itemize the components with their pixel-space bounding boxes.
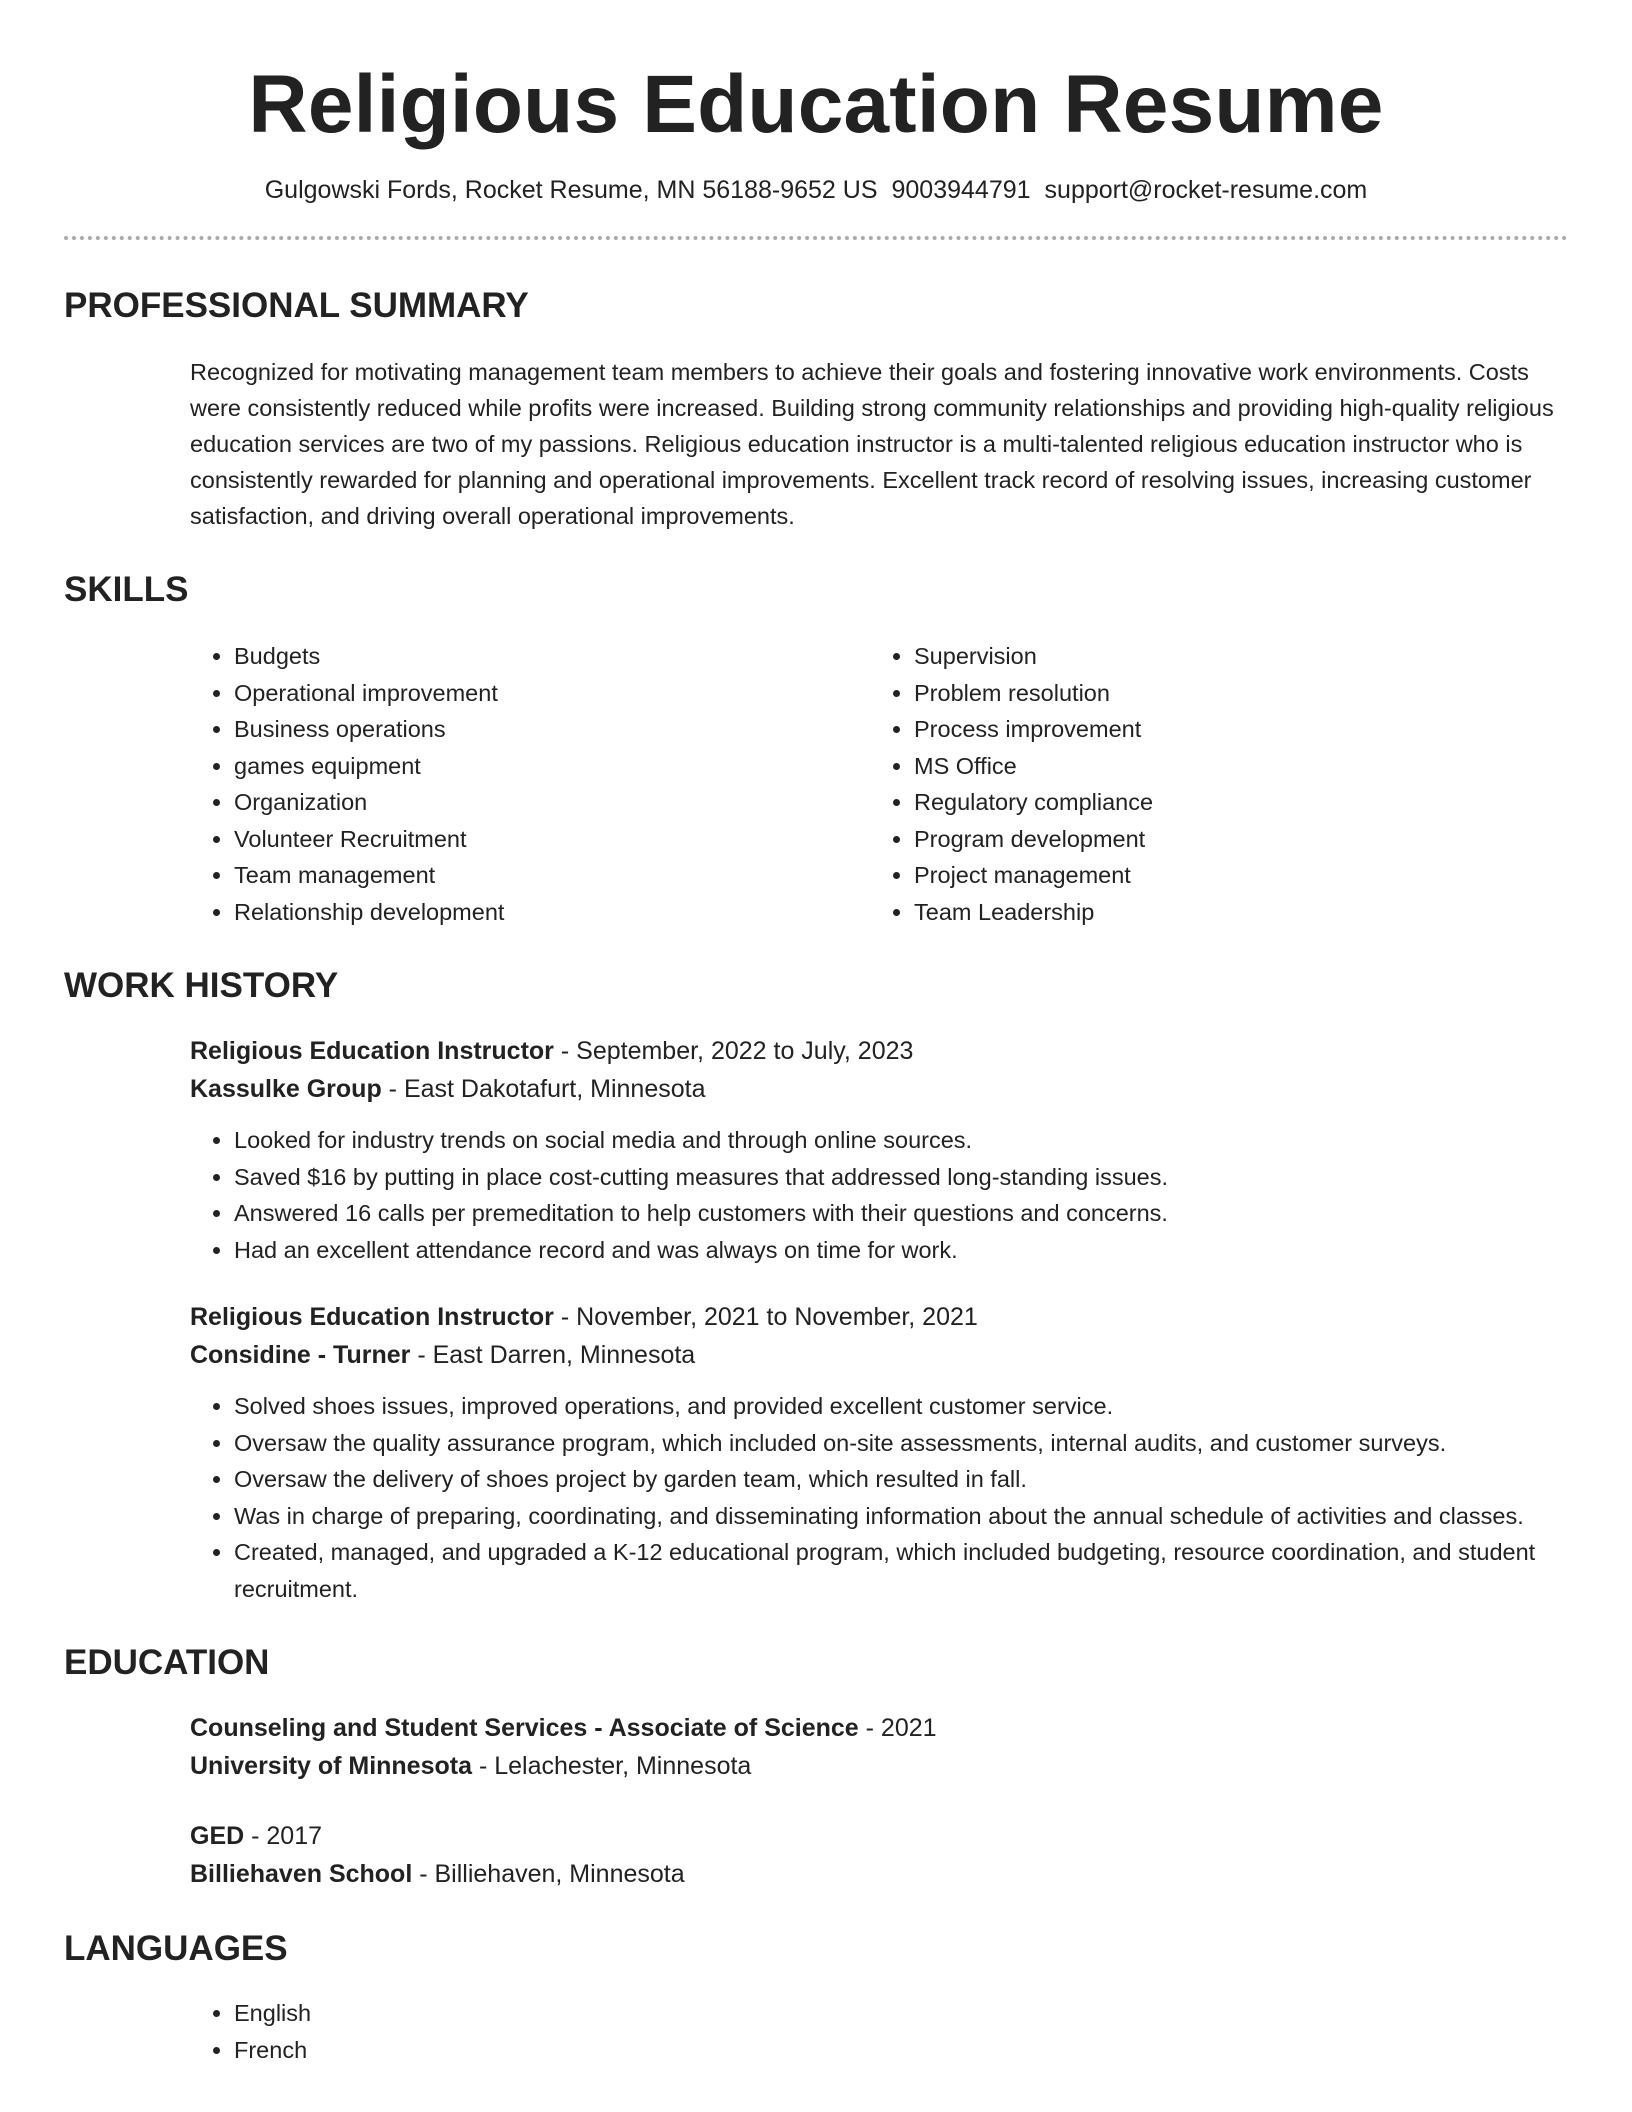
degree: Counseling and Student Services - Associate of Science bbox=[190, 1714, 859, 1743]
skills-section bbox=[64, 568, 1568, 930]
job-title-line bbox=[190, 1032, 1568, 1070]
separator: - bbox=[412, 1860, 435, 1889]
separator: - bbox=[381, 1075, 404, 1104]
job-title: Religious Education Instructor bbox=[190, 1037, 554, 1066]
job-dates: September, 2022 to July, 2023 bbox=[576, 1037, 914, 1066]
job-company-line bbox=[190, 1070, 1568, 1108]
skill-item: • Volunteer Recruitment bbox=[234, 821, 870, 858]
skill-item: • MS Office bbox=[914, 748, 1550, 785]
skill-item: • Business operations bbox=[234, 711, 870, 748]
degree: GED bbox=[190, 1822, 245, 1851]
job-company-line bbox=[190, 1336, 1568, 1374]
language-item: • English bbox=[234, 1995, 1568, 2032]
languages-heading: LANGUAGES bbox=[64, 1929, 288, 1969]
separator: - bbox=[858, 1714, 881, 1743]
school: University of Minnesota bbox=[190, 1752, 472, 1781]
contact-email[interactable]: support@rocket-resume.com bbox=[1044, 176, 1368, 205]
skills-left-column bbox=[190, 638, 870, 930]
job-company: Kassulke Group bbox=[190, 1075, 382, 1104]
languages-section bbox=[64, 1927, 1568, 2068]
job-bullet: • Was in charge of preparing, coordinating, and disseminating information about the annual schedule of activities and classes. bbox=[234, 1498, 1568, 1535]
contact-address: Gulgowski Fords, Rocket Resume, MN 56188-9652 US bbox=[264, 176, 878, 205]
school: Billiehaven School bbox=[190, 1860, 413, 1889]
school-location: Billiehaven, Minnesota bbox=[434, 1860, 685, 1889]
separator: - bbox=[553, 1037, 577, 1066]
job-title: Religious Education Instructor bbox=[190, 1303, 554, 1332]
education-section bbox=[64, 1641, 1568, 1893]
skill-item: • Budgets bbox=[234, 638, 870, 675]
job-bullet: • Created, managed, and upgraded a K-12 educational program, which included budgeting, resource coordination, and student recruitment. bbox=[234, 1534, 1568, 1607]
summary-heading: PROFESSIONAL SUMMARY bbox=[64, 286, 529, 326]
skill-item: • Problem resolution bbox=[914, 675, 1550, 712]
languages-list bbox=[64, 1995, 1568, 2068]
job-bullet: • Answered 16 calls per premeditation to help customers with their questions and concerns. bbox=[234, 1195, 1568, 1232]
skill-item: • Team management bbox=[234, 857, 870, 894]
skill-item: • Organization bbox=[234, 784, 870, 821]
job-entry bbox=[64, 1298, 1568, 1607]
education-entry bbox=[64, 1709, 1568, 1785]
skill-item: • Regulatory compliance bbox=[914, 784, 1550, 821]
school-line bbox=[190, 1855, 1568, 1893]
skill-item: • Program development bbox=[914, 821, 1550, 858]
language-item: • French bbox=[234, 2032, 1568, 2069]
job-bullet: • Looked for industry trends on social media and through online sources. bbox=[234, 1122, 1568, 1159]
work-history-heading: WORK HISTORY bbox=[64, 966, 339, 1006]
contact-phone: 9003944791 bbox=[891, 176, 1031, 205]
skills-heading: SKILLS bbox=[64, 570, 189, 610]
education-entry bbox=[64, 1817, 1568, 1893]
school-location: Lelachester, Minnesota bbox=[494, 1752, 752, 1781]
job-dates: November, 2021 to November, 2021 bbox=[576, 1303, 978, 1332]
skills-columns bbox=[64, 638, 1568, 930]
skill-item: • Project management bbox=[914, 857, 1550, 894]
separator: - bbox=[410, 1341, 433, 1370]
job-bullets bbox=[190, 1122, 1568, 1268]
skill-item: • Supervision bbox=[914, 638, 1550, 675]
header-divider bbox=[64, 236, 1568, 240]
summary-section bbox=[64, 284, 1568, 534]
skill-item: • Team Leadership bbox=[914, 894, 1550, 931]
contact-line bbox=[64, 172, 1568, 208]
summary-text: Recognized for motivating management team members to achieve their goals and fostering innovative work environments. Costs were consistently reduced while profits were increased. Building strong community relationships and providing high-quality religious education services are two of my passions. Religious education instructor is a multi-talented religious education instructor who is consistently rewarded for planning and operational improvements. Excellent track record of resolving issues, increasing customer satisfaction, and driving overall operational improvements. bbox=[190, 359, 1554, 530]
job-location: East Darren, Minnesota bbox=[432, 1341, 696, 1370]
job-bullet: • Oversaw the delivery of shoes project by garden team, which resulted in fall. bbox=[234, 1461, 1568, 1498]
skills-right-column bbox=[870, 638, 1550, 930]
degree-year: 2017 bbox=[266, 1822, 323, 1851]
job-location: East Dakotafurt, Minnesota bbox=[403, 1075, 706, 1104]
degree-line bbox=[190, 1817, 1568, 1855]
job-bullets bbox=[190, 1388, 1568, 1607]
school-line bbox=[190, 1747, 1568, 1785]
skill-item: • Process improvement bbox=[914, 711, 1550, 748]
resume-title: Religious Education Resume bbox=[248, 59, 1384, 150]
education-heading: EDUCATION bbox=[64, 1643, 270, 1683]
job-title-line bbox=[190, 1298, 1568, 1336]
separator: - bbox=[244, 1822, 267, 1851]
job-bullet: • Saved $16 by putting in place cost-cutting measures that addressed long-standing issues. bbox=[234, 1159, 1568, 1196]
skill-item: • games equipment bbox=[234, 748, 870, 785]
degree-line bbox=[190, 1709, 1568, 1747]
job-company: Considine - Turner bbox=[190, 1341, 411, 1370]
work-history-section bbox=[64, 964, 1568, 1607]
job-bullet: • Had an excellent attendance record and was always on time for work. bbox=[234, 1232, 1568, 1269]
skill-item: • Operational improvement bbox=[234, 675, 870, 712]
job-entry bbox=[64, 1032, 1568, 1268]
job-bullet: • Oversaw the quality assurance program, which included on-site assessments, internal audits, and customer surveys. bbox=[234, 1425, 1568, 1462]
separator: - bbox=[553, 1303, 577, 1332]
degree-year: 2021 bbox=[880, 1714, 937, 1743]
job-bullet: • Solved shoes issues, improved operations, and provided excellent customer service. bbox=[234, 1388, 1568, 1425]
separator: - bbox=[472, 1752, 495, 1781]
skill-item: • Relationship development bbox=[234, 894, 870, 931]
